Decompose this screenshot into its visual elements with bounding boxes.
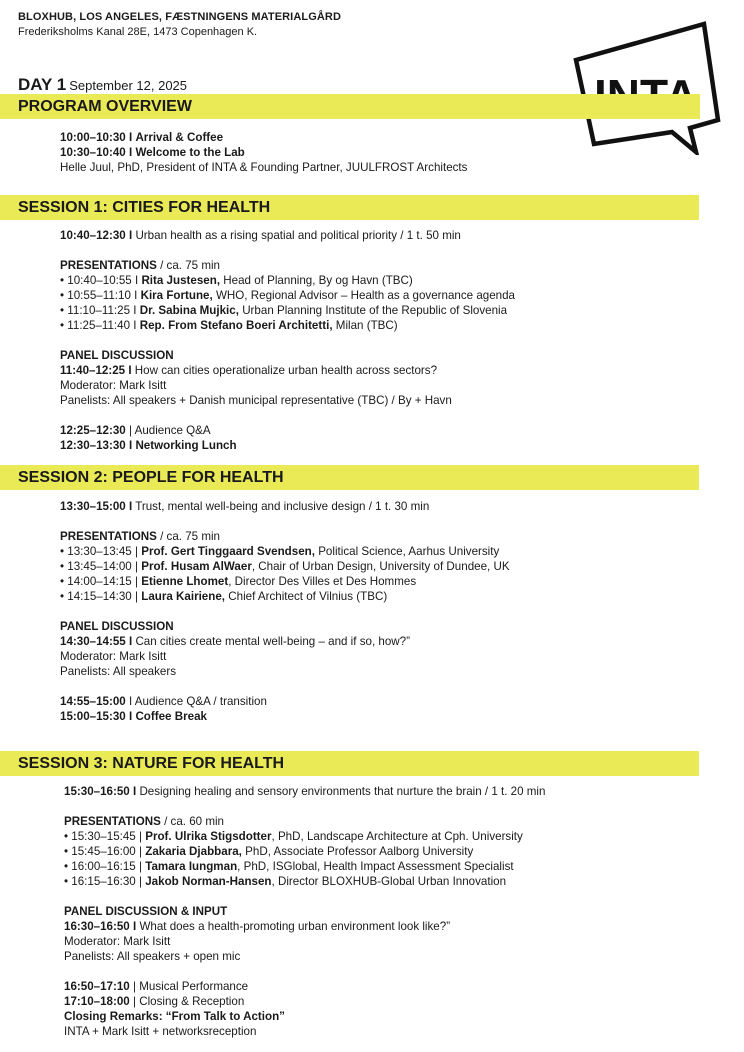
session2-block	[60, 499, 510, 724]
session2-presentations-heading: PRESENTATIONS / ca. 75 min	[60, 530, 221, 543]
session3-block	[64, 784, 545, 1039]
session1-intro: 10:40–12:30 I Urban health as a rising spatial and political priority / 1 t. 50 min	[60, 229, 461, 242]
session1-moderator: Moderator: Mark Isitt	[60, 379, 167, 392]
session3-intro: 15:30–16:50 I Designing healing and sensory environments that nurture the brain / 1 t. 20 min	[64, 785, 546, 798]
session3-closing: 17:10–18:00 | Closing & Reception	[64, 995, 245, 1008]
session3-bar	[0, 751, 699, 776]
list-item: • 16:00–16:15 | Tamara Iungman, PhD, ISGlobal, Health Impact Assessment Specialist	[64, 860, 514, 873]
inta-logo	[572, 20, 722, 155]
session1-panelists: Panelists: All speakers + Danish municipal representative (TBC) / By + Havn	[60, 394, 452, 407]
session2-intro: 13:30–15:00 I Trust, mental well-being and inclusive design / 1 t. 30 min	[60, 500, 430, 513]
overview-line: 10:00–10:30 I Arrival & Coffee	[60, 131, 224, 144]
session1-panel-question: 11:40–12:25 I How can cities operationalize urban health across sectors?	[60, 364, 438, 377]
session3-panel-heading: PANEL DISCUSSION & INPUT	[64, 905, 228, 918]
session1-bar	[0, 195, 699, 220]
list-item: • 11:25–11:40 I Rep. From Stefano Boeri Architetti, Milan (TBC)	[60, 319, 398, 332]
day-heading	[18, 75, 187, 95]
session1-title: SESSION 1: CITIES FOR HEALTH	[18, 199, 271, 216]
session1-block	[60, 228, 515, 453]
session3-title: SESSION 3: NATURE FOR HEALTH	[18, 755, 285, 772]
session2-moderator: Moderator: Mark Isitt	[60, 650, 167, 663]
list-item: • 15:30–15:45 | Prof. Ulrika Stigsdotter, PhD, Landscape Architecture at Cph. University	[64, 830, 523, 843]
session2-panel-heading: PANEL DISCUSSION	[60, 620, 174, 633]
list-item: • 11:10–11:25 I Dr. Sabina Mujkic, Urban Planning Institute of the Republic of Slovenia	[60, 304, 508, 317]
list-item: • 14:00–14:15 | Etienne Lhomet, Director Des Villes et Des Hommes	[60, 575, 417, 588]
session3-moderator: Moderator: Mark Isitt	[64, 935, 171, 948]
list-item: • 15:45–16:00 | Zakaria Djabbara, PhD, Associate Professor Aalborg University	[64, 845, 474, 858]
list-item: • 16:15–16:30 | Jakob Norman-Hansen, Director BLOXHUB-Global Urban Innovation	[64, 875, 507, 888]
session1-qa: 12:25–12:30 | Audience Q&A	[60, 424, 211, 437]
session3-remarks: Closing Remarks: “From Talk to Action”	[64, 1010, 285, 1023]
list-item: • 14:15–14:30 | Laura Kairiene, Chief Architect of Vilnius (TBC)	[60, 590, 388, 603]
session2-bar	[0, 465, 699, 490]
session2-break: 15:00–15:30 I Coffee Break	[60, 710, 207, 723]
list-item: • 13:30–13:45 | Prof. Gert Tinggaard Svendsen, Political Science, Aarhus University	[60, 545, 500, 558]
session3-panelists: Panelists: All speakers + open mic	[64, 950, 241, 963]
session1-panel-heading: PANEL DISCUSSION	[60, 349, 174, 362]
list-item: • 10:55–11:10 I Kira Fortune, WHO, Regional Advisor – Health as a governance agenda	[60, 289, 516, 302]
session3-music: 16:50–17:10 | Musical Performance	[64, 980, 249, 993]
list-item: • 10:40–10:55 I Rita Justesen, Head of Planning, By og Havn (TBC)	[60, 274, 413, 287]
overview-title: PROGRAM OVERVIEW	[18, 98, 192, 115]
overview-line: Helle Juul, PhD, President of INTA & Founding Partner, JUULFROST Architects	[60, 161, 468, 174]
session1-lunch: 12:30–13:30 I Networking Lunch	[60, 439, 237, 452]
session2-title: SESSION 2: PEOPLE FOR HEALTH	[18, 469, 284, 486]
session3-remarks-people: INTA + Mark Isitt + networksreception	[64, 1025, 257, 1038]
session3-panel-question: 16:30–16:50 I What does a health-promoting urban environment look like?”	[64, 920, 451, 933]
venue-address: Frederiksholms Kanal 28E, 1473 Copenhagen K.	[18, 26, 258, 38]
venue-title: BLOXHUB, LOS ANGELES, FÆSTNINGENS MATERIALGÅRD	[18, 11, 341, 23]
session2-qa: 14:55–15:00 I Audience Q&A / transition	[60, 695, 267, 708]
day-date: September 12, 2025	[69, 78, 188, 93]
session3-presentations-heading: PRESENTATIONS / ca. 60 min	[64, 815, 225, 828]
overview-bar	[0, 94, 700, 119]
session2-panelists: Panelists: All speakers	[60, 665, 176, 678]
overview-line: 10:30–10:40 I Welcome to the Lab	[60, 146, 245, 159]
overview-block	[60, 130, 467, 175]
day-label: DAY 1	[18, 75, 67, 94]
session1-presentations-heading: PRESENTATIONS / ca. 75 min	[60, 259, 221, 272]
session2-panel-question: 14:30–14:55 I Can cities create mental well-being – and if so, how?”	[60, 635, 410, 648]
list-item: • 13:45–14:00 | Prof. Husam AlWaer, Chair of Urban Design, University of Dundee, UK	[60, 560, 510, 573]
